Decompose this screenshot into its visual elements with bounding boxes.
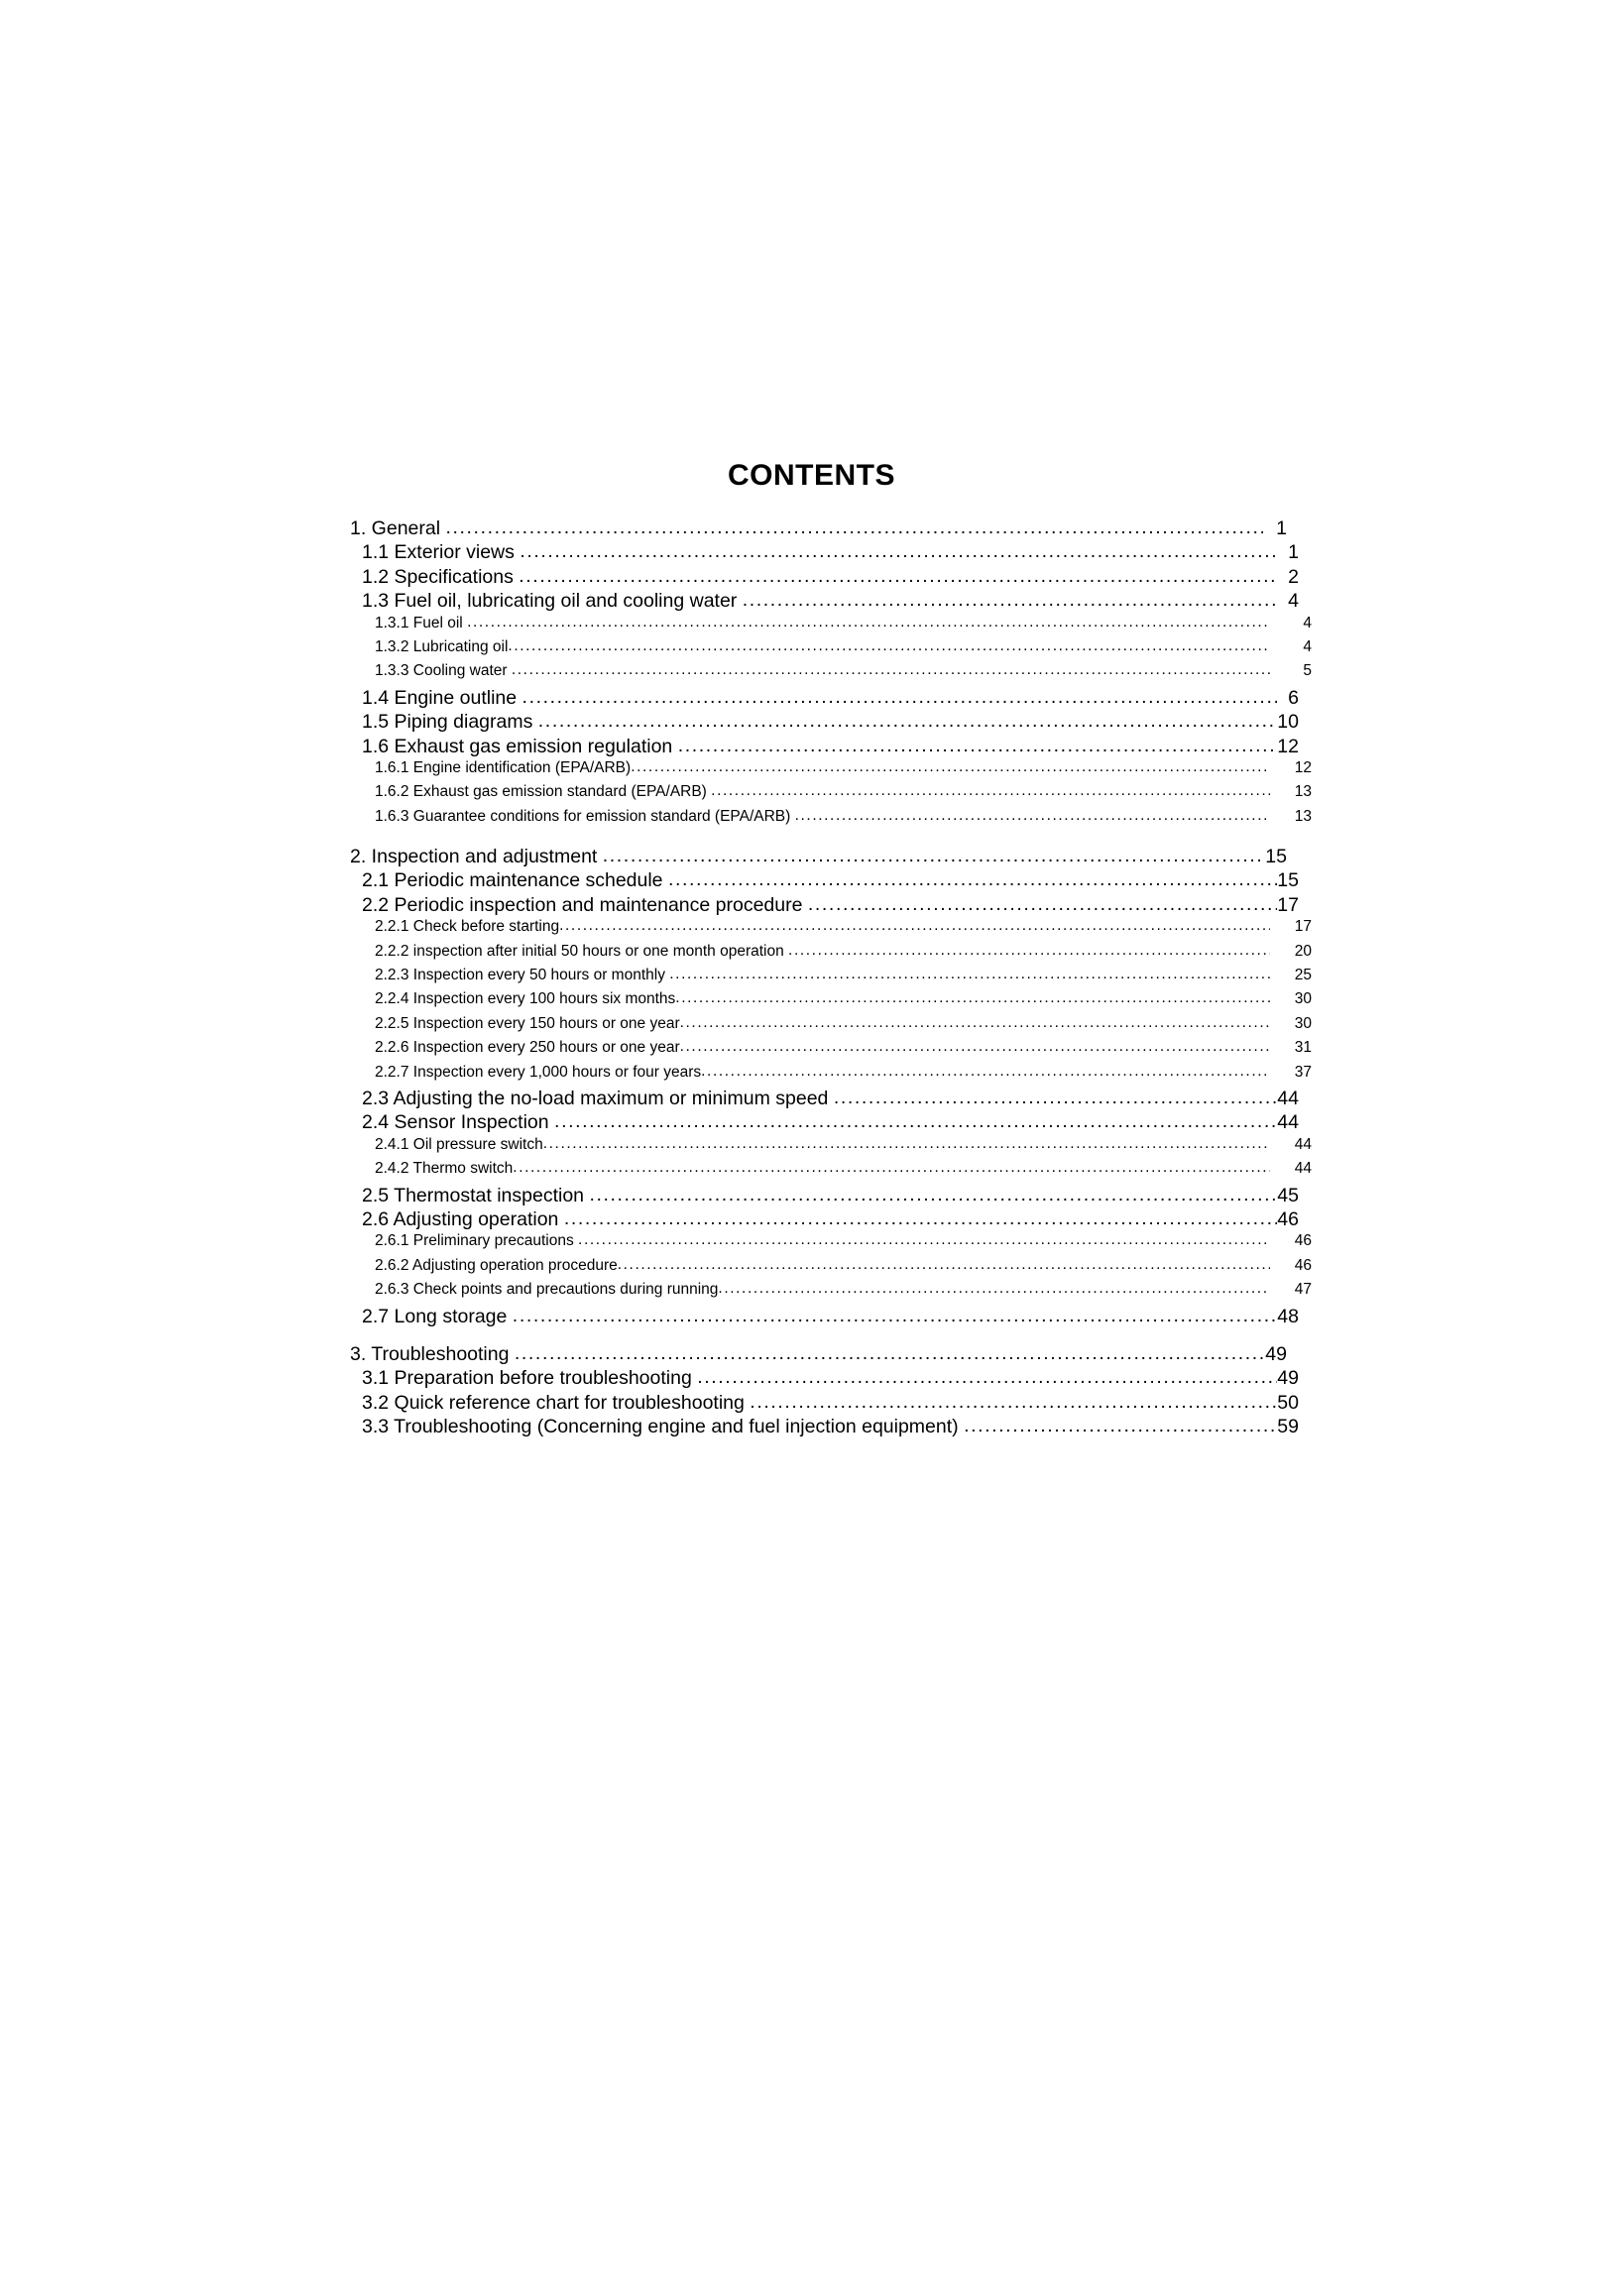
toc-entry-label: 1.6 Exhaust gas emission regulation bbox=[362, 735, 678, 757]
toc-leader-dots bbox=[669, 967, 1270, 983]
toc-entry-label: 2.2.2 inspection after initial 50 hours or one month operation bbox=[375, 942, 789, 960]
toc-entry-label: 2.2.5 Inspection every 150 hours or one year bbox=[375, 1014, 680, 1032]
toc-entry[interactable] bbox=[362, 711, 1299, 735]
toc-entry[interactable] bbox=[350, 846, 1287, 869]
toc-entry[interactable] bbox=[375, 918, 1312, 942]
toc-entry-page-number: 59 bbox=[1277, 1416, 1299, 1438]
toc-entry-label: 1.1 Exterior views bbox=[362, 541, 521, 564]
toc-leader-dots bbox=[589, 1185, 1277, 1206]
toc-entry-label: 2.2.1 Check before starting bbox=[375, 918, 560, 936]
toc-leader-dots bbox=[743, 590, 1277, 612]
toc-entry[interactable] bbox=[362, 1416, 1299, 1439]
toc-entry-page-number: 4 bbox=[1303, 637, 1312, 655]
toc-entry-page-number: 17 bbox=[1277, 893, 1299, 916]
toc-entry-label: 1.4 Engine outline bbox=[362, 686, 522, 709]
toc-leader-dots bbox=[512, 662, 1270, 679]
toc-entry[interactable] bbox=[375, 967, 1312, 990]
toc-entry-label: 2.6 Adjusting operation bbox=[362, 1207, 564, 1230]
toc-leader-dots bbox=[445, 517, 1263, 539]
toc-entry[interactable] bbox=[375, 1039, 1312, 1063]
toc-entry-page-number: 13 bbox=[1294, 807, 1312, 825]
toc-leader-dots bbox=[718, 1281, 1270, 1298]
toc-entry-page-number: 6 bbox=[1288, 686, 1299, 709]
toc-entry[interactable] bbox=[362, 1208, 1299, 1232]
toc-entry[interactable] bbox=[375, 759, 1312, 783]
toc-entry-page-number: 31 bbox=[1294, 1039, 1312, 1057]
toc-entry-page-number: 44 bbox=[1277, 1111, 1299, 1134]
toc-entry[interactable] bbox=[350, 517, 1287, 541]
toc-entry[interactable] bbox=[375, 1015, 1312, 1039]
toc-entry-page-number: 1 bbox=[1288, 541, 1299, 564]
toc-entry[interactable] bbox=[375, 808, 1312, 832]
toc-entry-label: 2.3 Adjusting the no-load maximum or minimum speed bbox=[362, 1087, 834, 1109]
toc-leader-dots bbox=[697, 1367, 1277, 1389]
toc-leader-dots bbox=[578, 1232, 1270, 1249]
toc-entry-label: 2.2.7 Inspection every 1,000 hours or four years bbox=[375, 1063, 702, 1081]
toc-entry-label: 1.3.3 Cooling water bbox=[375, 662, 512, 680]
toc-entry[interactable] bbox=[375, 1136, 1312, 1160]
toc-entry-label: 2.6.2 Adjusting operation procedure bbox=[375, 1256, 618, 1274]
toc-leader-dots bbox=[964, 1416, 1277, 1437]
toc-entry-page-number: 46 bbox=[1294, 1256, 1312, 1274]
toc-entry[interactable] bbox=[362, 1367, 1299, 1391]
toc-entry-page-number: 48 bbox=[1277, 1305, 1299, 1327]
toc-entry-label: 2. Inspection and adjustment bbox=[350, 846, 603, 868]
toc-entry-page-number: 44 bbox=[1277, 1087, 1299, 1109]
toc-entry-label: 3. Troubleshooting bbox=[350, 1342, 515, 1365]
toc-entry-page-number: 20 bbox=[1294, 942, 1312, 960]
toc-entry[interactable] bbox=[375, 638, 1312, 662]
toc-entry[interactable] bbox=[375, 1281, 1312, 1305]
toc-leader-dots bbox=[522, 687, 1277, 709]
toc-entry-page-number: 49 bbox=[1277, 1367, 1299, 1390]
toc-entry-label: 1.5 Piping diagrams bbox=[362, 711, 538, 734]
toc-entry[interactable] bbox=[375, 615, 1312, 638]
toc-entry[interactable] bbox=[362, 590, 1299, 614]
toc-entry[interactable] bbox=[375, 943, 1312, 967]
toc-entry-page-number: 15 bbox=[1265, 846, 1287, 868]
toc-entry-label: 1.6.2 Exhaust gas emission standard (EPA/ARB) bbox=[375, 783, 712, 801]
toc-leader-dots bbox=[834, 1088, 1277, 1109]
toc-entry[interactable] bbox=[362, 1306, 1299, 1329]
toc-entry-page-number: 4 bbox=[1303, 614, 1312, 631]
toc-leader-dots bbox=[680, 1015, 1270, 1032]
toc-leader-dots bbox=[711, 783, 1270, 800]
toc-entry-label: 2.1 Periodic maintenance schedule bbox=[362, 869, 668, 892]
toc-entry-page-number: 5 bbox=[1303, 662, 1312, 680]
toc-entry-page-number: 1 bbox=[1276, 517, 1287, 539]
toc-entry-page-number: 49 bbox=[1265, 1342, 1287, 1365]
toc-leader-dots bbox=[788, 943, 1270, 960]
toc-leader-dots bbox=[543, 1136, 1270, 1153]
toc-entry-page-number: 37 bbox=[1294, 1063, 1312, 1081]
page-title: CONTENTS bbox=[728, 459, 895, 492]
toc-entry-page-number: 50 bbox=[1277, 1391, 1299, 1414]
toc-entry-label: 3.3 Troubleshooting (Concerning engine and fuel injection equipment) bbox=[362, 1416, 965, 1438]
toc-leader-dots bbox=[678, 736, 1277, 757]
toc-entry[interactable] bbox=[375, 1232, 1312, 1256]
toc-entry-label: 2.2.6 Inspection every 250 hours or one year bbox=[375, 1039, 680, 1057]
toc-leader-dots bbox=[750, 1392, 1277, 1414]
toc-leader-dots bbox=[603, 846, 1263, 867]
toc-leader-dots bbox=[564, 1208, 1277, 1230]
toc-entry-page-number: 12 bbox=[1294, 758, 1312, 776]
toc-entry-page-number: 30 bbox=[1294, 1014, 1312, 1032]
toc-leader-dots bbox=[559, 918, 1270, 935]
toc-entry-label: 3.1 Preparation before troubleshooting bbox=[362, 1367, 698, 1390]
toc-entry[interactable] bbox=[375, 990, 1312, 1014]
toc-leader-dots bbox=[808, 894, 1277, 916]
toc-entry-label: 2.6.3 Check points and precautions during running bbox=[375, 1281, 719, 1299]
toc-entry[interactable] bbox=[362, 1111, 1299, 1135]
toc-entry[interactable] bbox=[362, 894, 1299, 918]
toc-entry-label: 1.3 Fuel oil, lubricating oil and cooling water bbox=[362, 590, 743, 613]
toc-entry-label: 1.6.3 Guarantee conditions for emission standard (EPA/ARB) bbox=[375, 807, 795, 825]
toc-leader-dots bbox=[631, 759, 1270, 776]
toc-entry-page-number: 44 bbox=[1294, 1135, 1312, 1153]
toc-leader-dots bbox=[675, 990, 1270, 1007]
toc-entry-page-number: 30 bbox=[1294, 990, 1312, 1008]
toc-entry-label: 1.6.1 Engine identification (EPA/ARB) bbox=[375, 758, 632, 776]
toc-leader-dots bbox=[513, 1306, 1277, 1327]
toc-entry-page-number: 4 bbox=[1288, 590, 1299, 613]
toc-entry[interactable] bbox=[362, 566, 1299, 590]
toc-entry-label: 1.3.2 Lubricating oil bbox=[375, 637, 509, 655]
toc-entry[interactable] bbox=[375, 783, 1312, 807]
toc-entry[interactable] bbox=[375, 662, 1312, 686]
toc-entry-page-number: 13 bbox=[1294, 783, 1312, 801]
toc-entry-page-number: 15 bbox=[1277, 869, 1299, 892]
toc-entry-page-number: 12 bbox=[1277, 735, 1299, 757]
toc-leader-dots bbox=[668, 869, 1277, 891]
toc-entry-label: 1.2 Specifications bbox=[362, 565, 520, 588]
toc-entry[interactable] bbox=[362, 1088, 1299, 1111]
toc-leader-dots bbox=[701, 1064, 1270, 1081]
toc-entry-label: 2.6.1 Preliminary precautions bbox=[375, 1232, 579, 1250]
toc-entry-label: 2.2.3 Inspection every 50 hours or monthly bbox=[375, 967, 670, 984]
toc-leader-dots bbox=[519, 566, 1277, 588]
toc-leader-dots bbox=[680, 1039, 1270, 1056]
toc-entry[interactable] bbox=[350, 1343, 1287, 1367]
toc-entry-label: 2.4.1 Oil pressure switch bbox=[375, 1135, 543, 1153]
toc-entry-label: 1.3.1 Fuel oil bbox=[375, 614, 468, 631]
toc-entry[interactable] bbox=[362, 869, 1299, 893]
toc-entry-page-number: 46 bbox=[1294, 1232, 1312, 1250]
toc-entry-label: 1. General bbox=[350, 517, 446, 539]
toc-leader-dots bbox=[520, 541, 1277, 563]
table-of-contents bbox=[350, 517, 1312, 1439]
toc-entry[interactable] bbox=[362, 1185, 1299, 1208]
toc-entry[interactable] bbox=[375, 1160, 1312, 1184]
toc-entry-page-number: 45 bbox=[1277, 1184, 1299, 1206]
toc-leader-dots bbox=[618, 1257, 1270, 1274]
toc-entry[interactable] bbox=[375, 1257, 1312, 1281]
toc-leader-dots bbox=[795, 808, 1270, 825]
toc-entry-page-number: 47 bbox=[1294, 1281, 1312, 1299]
toc-entry-page-number: 25 bbox=[1294, 967, 1312, 984]
toc-entry-label: 2.5 Thermostat inspection bbox=[362, 1184, 590, 1206]
toc-entry[interactable] bbox=[362, 736, 1299, 759]
toc-entry-page-number: 46 bbox=[1277, 1207, 1299, 1230]
toc-entry-label: 2.2 Periodic inspection and maintenance procedure bbox=[362, 893, 808, 916]
toc-entry-label: 2.2.4 Inspection every 100 hours six months bbox=[375, 990, 676, 1008]
toc-entry-label: 2.4 Sensor Inspection bbox=[362, 1111, 555, 1134]
toc-entry-page-number: 10 bbox=[1277, 711, 1299, 734]
toc-leader-dots bbox=[538, 711, 1277, 733]
toc-entry[interactable] bbox=[362, 687, 1299, 711]
toc-entry[interactable] bbox=[362, 541, 1299, 565]
toc-leader-dots bbox=[515, 1343, 1263, 1365]
toc-leader-dots bbox=[508, 638, 1270, 655]
toc-entry-label: 3.2 Quick reference chart for troubleshooting bbox=[362, 1391, 751, 1414]
toc-entry-label: 2.4.2 Thermo switch bbox=[375, 1160, 514, 1178]
toc-entry-label: 2.7 Long storage bbox=[362, 1305, 513, 1327]
toc-entry-page-number: 44 bbox=[1294, 1160, 1312, 1178]
toc-leader-dots bbox=[513, 1160, 1270, 1177]
toc-leader-dots bbox=[467, 615, 1270, 631]
toc-leader-dots bbox=[554, 1111, 1277, 1133]
toc-entry[interactable] bbox=[362, 1392, 1299, 1416]
toc-entry-page-number: 2 bbox=[1288, 565, 1299, 588]
toc-entry-page-number: 17 bbox=[1294, 918, 1312, 936]
toc-entry[interactable] bbox=[375, 1064, 1312, 1088]
